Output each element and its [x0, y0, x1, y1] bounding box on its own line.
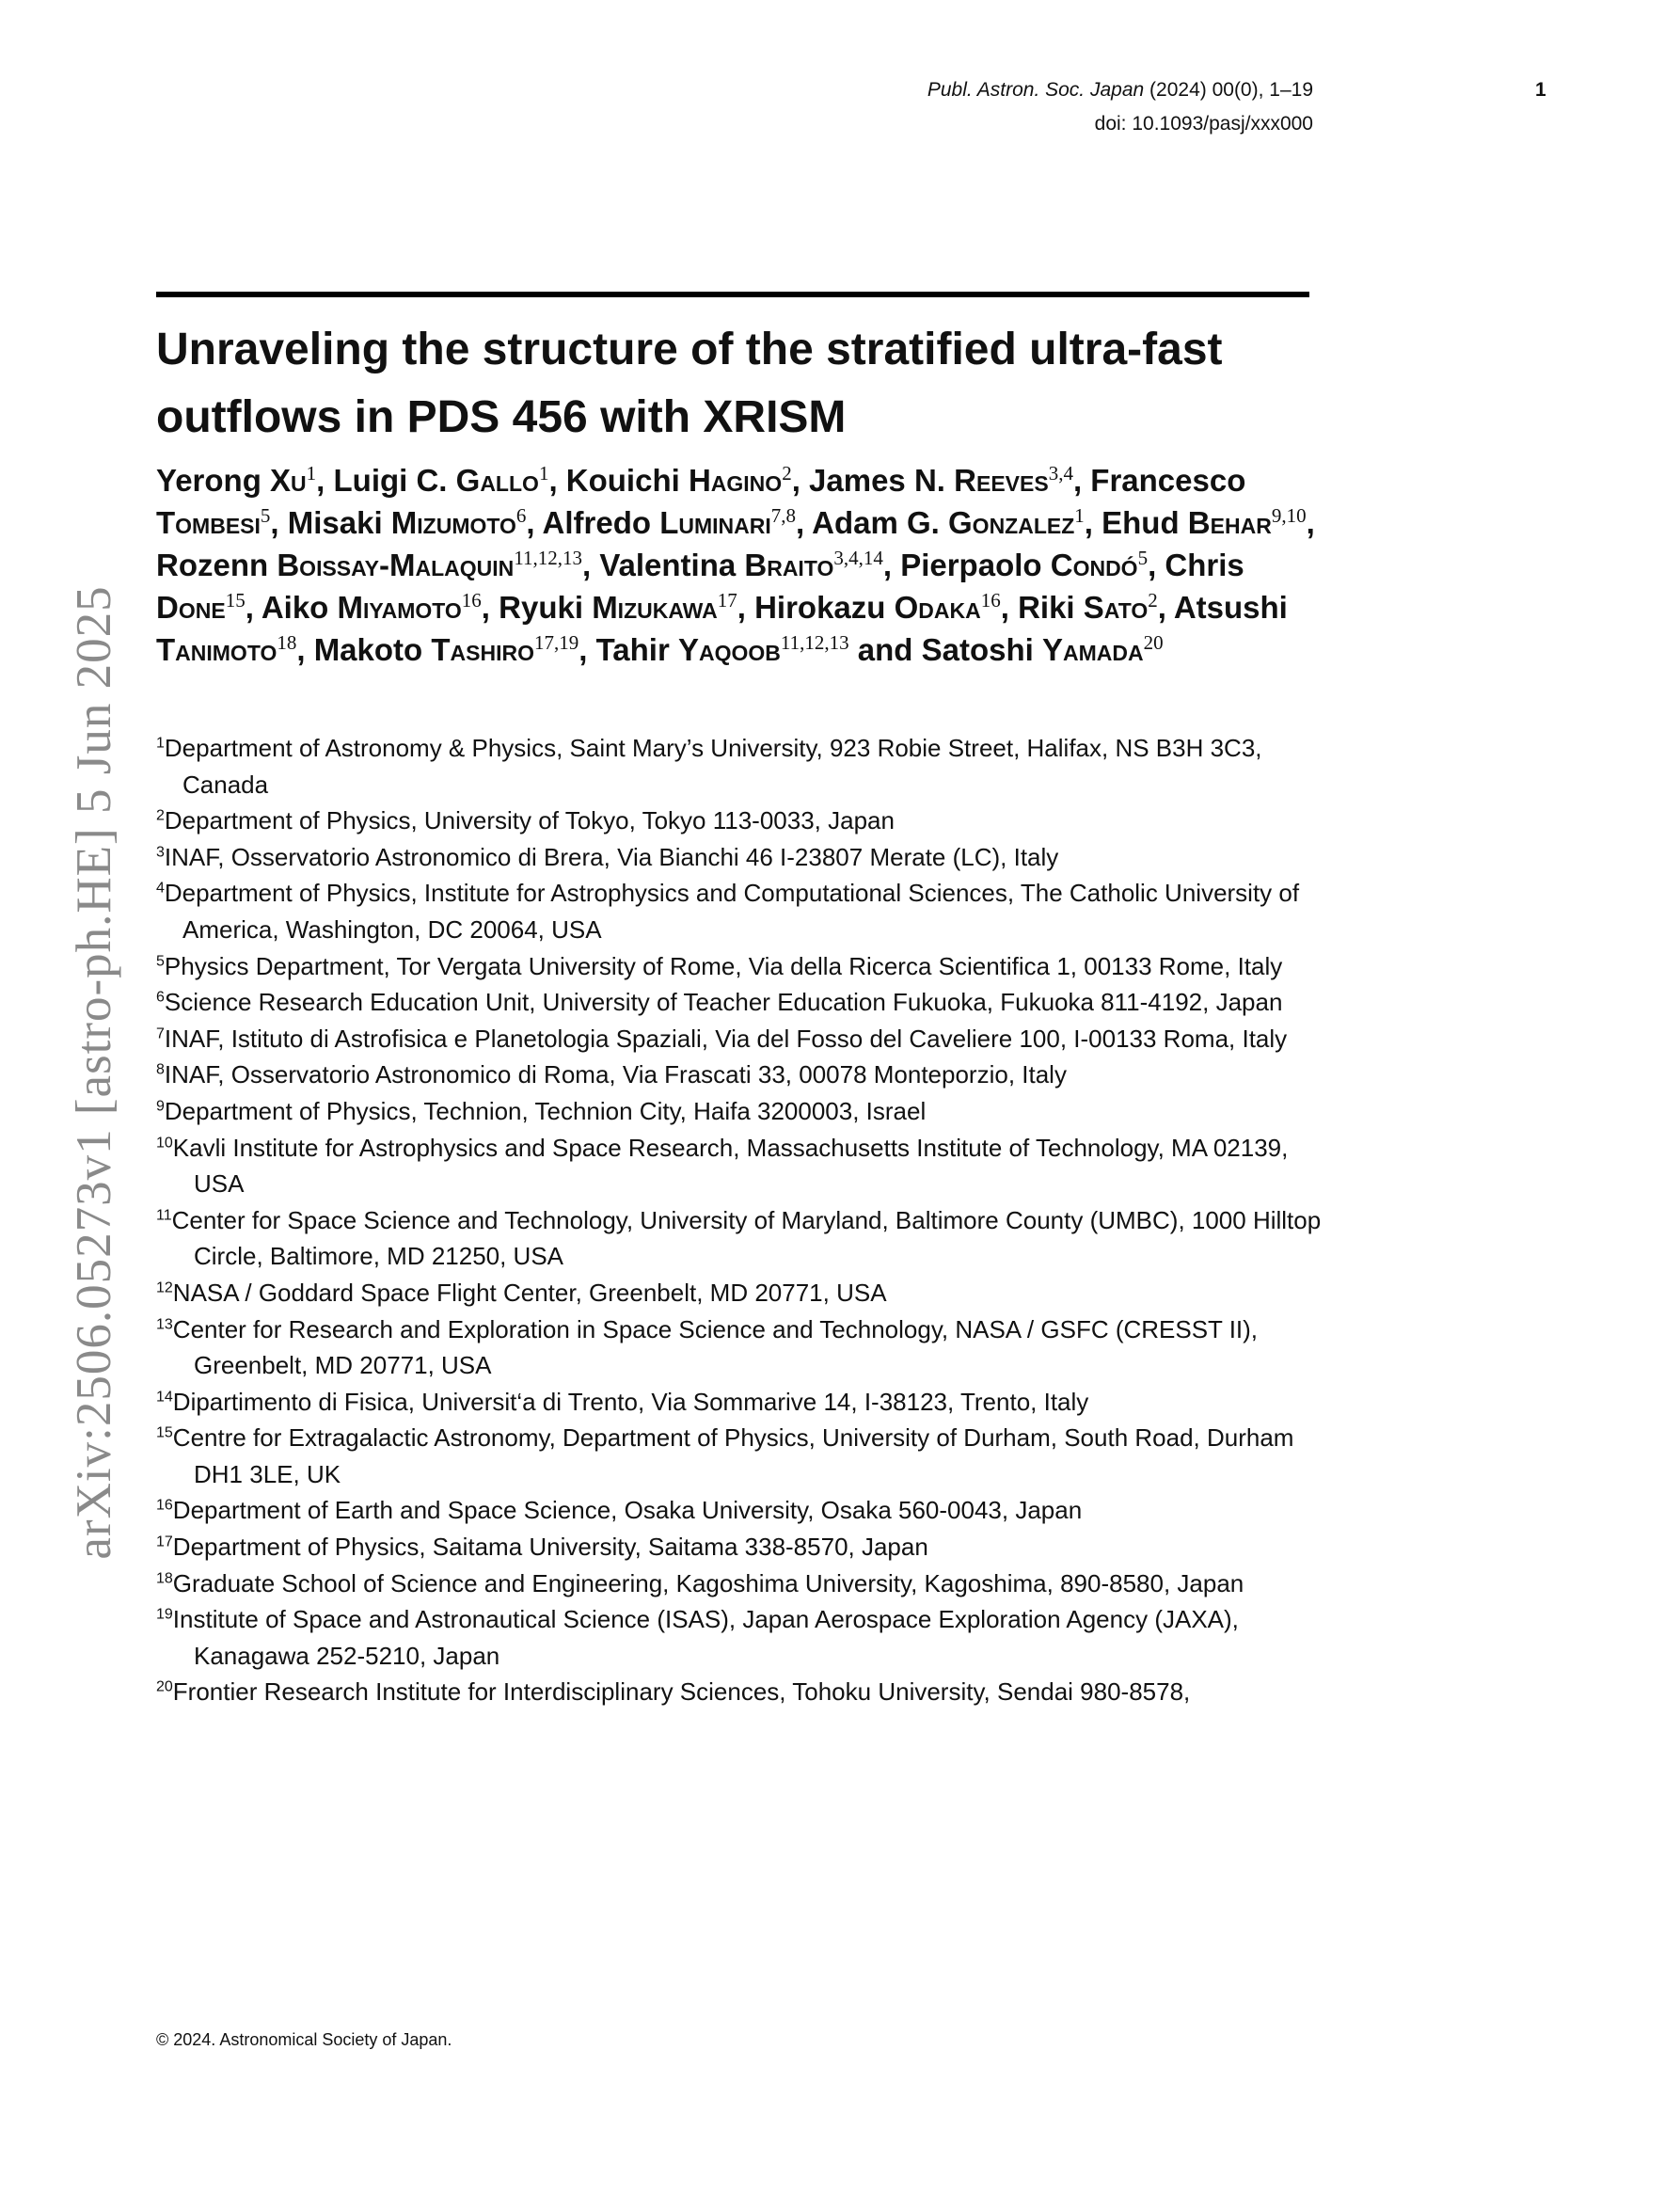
author-separator: ,	[1000, 590, 1019, 625]
author-separator: ,	[1157, 590, 1174, 625]
affiliation-number: 18	[156, 1570, 173, 1586]
author-affil-marker: 16	[461, 589, 482, 612]
running-header	[927, 73, 1313, 141]
affiliation-text: INAF, Osservatorio Astronomico di Brera, Via Bianchi 46 I-23807 Merate (LC), Italy	[164, 842, 1059, 871]
author-last-name: Odaka	[894, 590, 981, 625]
affiliation-number: 2	[156, 807, 165, 824]
author-last-name: Sato	[1083, 590, 1149, 625]
affiliation-item	[156, 1492, 1323, 1529]
affiliation-number: 13	[156, 1315, 173, 1332]
author-first-name: Pierpaolo	[900, 548, 1042, 582]
author-last-name: Gallo	[455, 463, 539, 498]
author	[754, 590, 1018, 625]
author-first-name: Aiko	[261, 590, 329, 625]
affiliation-item	[156, 1384, 1323, 1421]
author-last-name: Tashiro	[431, 632, 534, 667]
affiliation-number: 20	[156, 1678, 173, 1695]
title-rule	[156, 292, 1309, 297]
author-last-name: Boissay-Malaquin	[277, 548, 515, 582]
author-separator: ,	[1072, 463, 1091, 498]
affiliation-text: Department of Physics, Institute for Astrophysics and Computational Sciences, The Catholic University of America, Washington, DC 20064, USA	[164, 879, 1300, 944]
author-affil-marker: 18	[277, 631, 297, 654]
author-separator: ,	[296, 632, 314, 667]
affiliation-text: INAF, Istituto di Astrofisica e Planetologia Spaziali, Via del Fosso del Caveliere 100, I-00133 Roma, Italy	[164, 1024, 1288, 1053]
author-last-name: Gonzalez	[948, 505, 1075, 540]
author-affil-marker: 15	[225, 589, 246, 612]
affiliation-number: 19	[156, 1606, 173, 1623]
author-affil-marker: 1	[306, 462, 317, 485]
author	[288, 505, 543, 540]
author-separator: ,	[316, 463, 334, 498]
journal-citation	[927, 73, 1313, 107]
author-affil-marker: 2	[782, 462, 792, 485]
author-first-name: Tahir	[595, 632, 670, 667]
affiliation-item	[156, 1093, 1323, 1130]
author-separator: ,	[481, 590, 499, 625]
author-separator: ,	[1148, 548, 1165, 582]
author-affil-marker: 16	[980, 589, 1001, 612]
author-first-name: Adam G.	[812, 505, 940, 540]
author-affil-marker: 6	[515, 504, 527, 527]
author-first-name: James N.	[809, 463, 945, 498]
author-last-name: Miyamoto	[337, 590, 462, 625]
author-affil-marker: 7,8	[770, 504, 797, 527]
author-last-name: Tombesi	[156, 505, 261, 540]
affiliation-text: Department of Earth and Space Science, Osaka University, Osaka 560-0043, Japan	[172, 1496, 1083, 1525]
author-last-name: Condó	[1050, 548, 1138, 582]
author-affil-marker: 17	[717, 589, 737, 612]
copyright-footer: © 2024. Astronomical Society of Japan.	[156, 2030, 452, 2049]
author-affil-marker: 11,12,13	[514, 547, 582, 569]
author-first-name: Ryuki	[499, 590, 584, 625]
author-last-name: Tanimoto	[156, 632, 277, 667]
author-last-name: Xu	[270, 463, 307, 498]
author	[922, 632, 1164, 667]
affiliation-item	[156, 1529, 1323, 1565]
affiliation-number: 4	[156, 880, 165, 897]
author-first-name: Luigi C.	[333, 463, 448, 498]
author-affil-marker: 5	[1137, 547, 1149, 569]
author	[812, 505, 1102, 540]
author-affil-marker: 2	[1148, 589, 1158, 612]
affiliation-text: Center for Research and Exploration in Space Science and Technology, NASA / GSFC (CRESST II), Greenbelt, MD 20771, USA	[172, 1314, 1259, 1380]
author-separator: ,	[581, 548, 600, 582]
author-last-name: Done	[156, 590, 226, 625]
author-first-name: Misaki	[287, 505, 383, 540]
author-affil-marker: 20	[1143, 631, 1164, 654]
author-first-name: Hirokazu	[754, 590, 886, 625]
author-affil-marker: 11,12,13	[780, 631, 849, 654]
affiliation-item	[156, 1601, 1323, 1674]
author-last-name: Yamada	[1042, 632, 1144, 667]
author-last-name: Luminari	[659, 505, 771, 540]
affiliation-text: Kavli Institute for Astrophysics and Space Research, Massachusetts Institute of Technology, MA 02139, USA	[172, 1133, 1289, 1199]
affiliation-item	[156, 730, 1323, 803]
affiliation-item	[156, 984, 1323, 1021]
author-first-name: Francesco	[1090, 463, 1246, 498]
author	[543, 505, 813, 540]
author	[809, 463, 1090, 498]
affiliation-text: Centre for Extragalactic Astronomy, Department of Physics, University of Durham, South Road, Durham DH1 3LE, UK	[172, 1423, 1294, 1488]
author	[566, 463, 809, 498]
affiliation-text: Dipartimento di Fisica, Universit‘a di Trento, Via Sommarive 14, I-38123, Trento, Italy	[172, 1387, 1089, 1416]
affiliation-item	[156, 1130, 1323, 1202]
author-affil-marker: 17,19	[533, 631, 579, 654]
affiliation-item	[156, 1420, 1323, 1492]
affiliation-number: 15	[156, 1424, 173, 1441]
doi: doi: 10.1093/pasj/xxx000	[1094, 113, 1313, 135]
journal-name: Publ. Astron. Soc. Japan	[927, 79, 1145, 101]
affiliation-text: Physics Department, Tor Vergata University of Rome, Via della Ricerca Scientifica 1, 00133 Rome, Italy	[164, 951, 1283, 980]
affiliation-item	[156, 875, 1323, 947]
author-first-name: Alfredo	[542, 505, 652, 540]
affiliation-item	[156, 948, 1323, 985]
author-separator: and	[848, 632, 922, 667]
affiliation-text: Department of Astronomy & Physics, Saint Mary’s University, 923 Robie Street, Halifax, NS B3H 3C3, Canada	[164, 734, 1262, 799]
author-affil-marker: 3,4,14	[833, 547, 883, 569]
author-last-name: Yaqoob	[677, 632, 781, 667]
author-first-name: Ehud	[1102, 505, 1180, 540]
author-affil-marker: 1	[1074, 504, 1085, 527]
page-number: 1	[1535, 79, 1546, 101]
author-first-name: Riki	[1018, 590, 1075, 625]
author-first-name: Chris	[1165, 548, 1244, 582]
affiliation-item	[156, 839, 1323, 876]
author-first-name: Makoto	[313, 632, 423, 667]
affiliation-item	[156, 1275, 1323, 1311]
affiliation-item	[156, 1021, 1323, 1057]
affiliation-number: 17	[156, 1534, 173, 1550]
affiliation-item	[156, 1565, 1323, 1602]
affiliation-text: Department of Physics, Technion, Technion City, Haifa 3200003, Israel	[164, 1096, 927, 1125]
author-separator: ,	[737, 590, 755, 625]
affiliation-text: INAF, Osservatorio Astronomico di Roma, Via Frascati 33, 00078 Monteporzio, Italy	[164, 1060, 1067, 1089]
author	[1102, 505, 1315, 540]
affiliation-item	[156, 1202, 1323, 1275]
author	[900, 548, 1165, 582]
author-separator: ,	[1084, 505, 1102, 540]
author-first-name: Kouichi	[565, 463, 680, 498]
author-last-name: Reeves	[954, 463, 1049, 498]
author-separator: ,	[270, 505, 288, 540]
affiliation-number: 8	[156, 1061, 165, 1078]
author-separator: ,	[882, 548, 901, 582]
affiliation-text: Science Research Education Unit, University of Teacher Education Fukuoka, Fukuoka 811-4192, Japan	[164, 988, 1283, 1017]
author-separator: ,	[791, 463, 810, 498]
author	[262, 590, 499, 625]
affiliation-number: 5	[156, 952, 165, 969]
affiliation-number: 1	[156, 735, 165, 752]
author-first-name: Valentina	[599, 548, 737, 582]
author	[599, 548, 900, 582]
author	[156, 548, 599, 582]
affiliation-number: 10	[156, 1134, 173, 1151]
affiliation-number: 14	[156, 1389, 173, 1406]
affiliation-text: Frontier Research Institute for Interdisciplinary Sciences, Tohoku University, Sendai 980-8578,	[172, 1677, 1191, 1707]
author-affil-marker: 1	[538, 462, 549, 485]
author-first-name: Rozenn	[156, 548, 269, 582]
author-separator: ,	[245, 590, 262, 625]
citation: (2024) 00(0), 1–19	[1149, 79, 1313, 101]
author	[334, 463, 566, 498]
author	[1018, 590, 1174, 625]
author-last-name: Braito	[744, 548, 834, 582]
author-last-name: Hagino	[688, 463, 783, 498]
affiliation-list	[156, 730, 1323, 1710]
affiliation-number: 9	[156, 1098, 165, 1115]
author	[499, 590, 754, 625]
affiliation-number: 6	[156, 989, 165, 1006]
affiliation-number: 16	[156, 1497, 173, 1514]
affiliation-text: Department of Physics, Saitama University, Saitama 338-8570, Japan	[172, 1533, 928, 1562]
affiliation-text: Institute of Space and Astronautical Science (ISAS), Japan Aerospace Exploration Agency (JAXA), Kanagawa 252-5210, Japan	[172, 1605, 1239, 1670]
author-first-name: Yerong	[156, 463, 262, 498]
author-separator: ,	[796, 505, 813, 540]
author-first-name: Satoshi	[921, 632, 1034, 667]
author-last-name: Mizukawa	[592, 590, 718, 625]
author	[596, 632, 922, 667]
author	[314, 632, 596, 667]
author-affil-marker: 9,10	[1271, 504, 1307, 527]
author-separator: ,	[578, 632, 596, 667]
author-separator: ,	[548, 463, 566, 498]
affiliation-number: 7	[156, 1025, 165, 1042]
affiliation-text: Center for Space Science and Technology, University of Maryland, Baltimore County (UMBC), 1000 Hilltop Circle, Baltimore, MD 21250, USA	[171, 1205, 1322, 1271]
affiliation-number: 3	[156, 844, 165, 861]
author-last-name: Behar	[1187, 505, 1272, 540]
author-last-name: Mizumoto	[390, 505, 516, 540]
affiliation-text: Graduate School of Science and Engineering, Kagoshima University, Kagoshima, 890-8580, Japan	[172, 1568, 1244, 1597]
affiliation-item	[156, 1674, 1323, 1710]
author-list	[156, 459, 1323, 671]
author-first-name: Atsushi	[1173, 590, 1288, 625]
affiliation-item	[156, 1057, 1323, 1093]
author-affil-marker: 5	[260, 504, 271, 527]
affiliation-number: 12	[156, 1279, 173, 1296]
affiliation-item	[156, 1311, 1323, 1384]
affiliation-text: NASA / Goddard Space Flight Center, Greenbelt, MD 20771, USA	[172, 1278, 887, 1307]
author-affil-marker: 3,4	[1048, 462, 1073, 485]
author	[156, 463, 334, 498]
author-separator: ,	[526, 505, 543, 540]
paper-title: Unraveling the structure of the stratified ultra-fast outflows in PDS 456 with XRISM	[156, 325, 1223, 442]
affiliation-item	[156, 803, 1323, 839]
affiliation-text: Department of Physics, University of Tokyo, Tokyo 113-0033, Japan	[164, 806, 895, 835]
affiliation-number: 11	[156, 1207, 172, 1224]
author-separator: ,	[1306, 505, 1315, 540]
arxiv-stamp: arXiv:2506.05273v1 [astro-ph.HE] 5 Jun 2025	[67, 585, 121, 1560]
